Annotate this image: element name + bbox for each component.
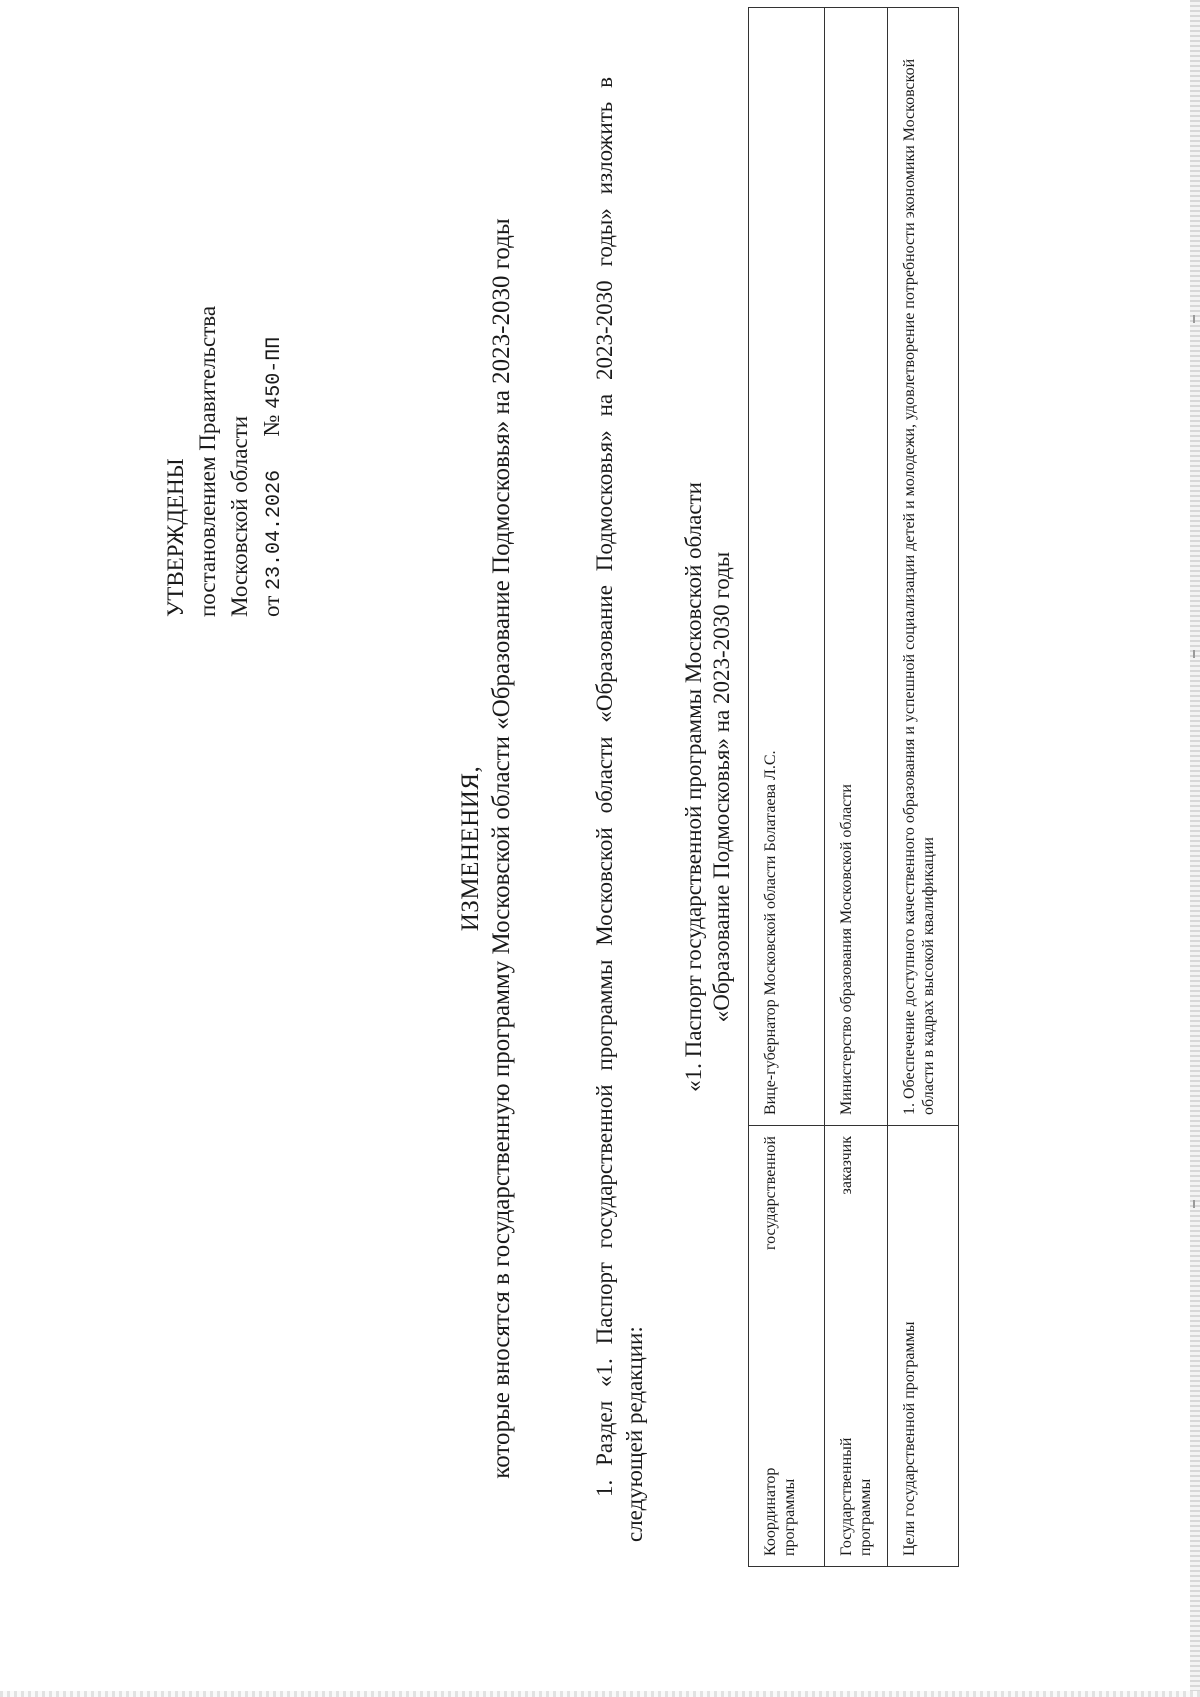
- label-part: государственной: [762, 1136, 779, 1251]
- approval-number: 450-ПП: [263, 336, 286, 409]
- table-row-value: Министерство образования Московской области: [825, 8, 888, 1126]
- table-row-label: [749, 1126, 825, 1567]
- label-part: Цели государственной программы: [901, 1321, 918, 1556]
- table-row: [749, 8, 825, 1567]
- table-row-value: 1. Обеспечение доступного качественного образования и успешной социализации детей и молодежи, удовлетворение потребности экономики Московской области в кадрах высокой квалификации: [888, 8, 959, 1126]
- label-part: Координатор: [762, 1467, 779, 1556]
- approval-date: 23.04.2026: [263, 469, 286, 590]
- section-title-line2: «Образование Подмосковья» на 2023-2030 годы: [709, 551, 734, 1023]
- approval-heading: УТВЕРЖДЕНЫ: [163, 458, 188, 617]
- table-row-label: [825, 1126, 888, 1567]
- approval-from: от: [259, 595, 284, 617]
- section-title-line1: «1. Паспорт государственной программы Московской области: [681, 482, 706, 1092]
- document-title: [455, 0, 517, 1697]
- approval-number-sign: №: [259, 414, 284, 437]
- section-title: [680, 377, 736, 1197]
- label-part: программы: [781, 1478, 798, 1556]
- table-row: [825, 8, 888, 1567]
- approval-block: [160, 306, 291, 617]
- amendment-paragraph: 1. Раздел «1. Паспорт государственной программы Московской области «Образование Подмосковья» на 2023-2030 годы» изложить в следующей редакции:: [592, 77, 647, 1542]
- title-heading: ИЗМЕНЕНИЯ,: [457, 765, 484, 932]
- table-row-value: Вице-губернатор Московской области Болатаева Л.С.: [749, 8, 825, 1126]
- approval-date-line: [256, 306, 291, 617]
- label-part: Государственный: [838, 1437, 855, 1556]
- title-subheading: которые вносятся в государственную программу Московской области «Образование Подмосковья» на 2023-2030 годы: [488, 218, 515, 1479]
- label-part: программы: [857, 1478, 874, 1556]
- approval-line-resolution: постановлением Правительства: [195, 305, 220, 617]
- table-row-label: [888, 1126, 959, 1567]
- passport-table: [748, 7, 959, 1567]
- label-part: заказчик: [838, 1136, 855, 1195]
- approval-line-region: Московской области: [227, 415, 252, 617]
- table-row: [888, 8, 959, 1567]
